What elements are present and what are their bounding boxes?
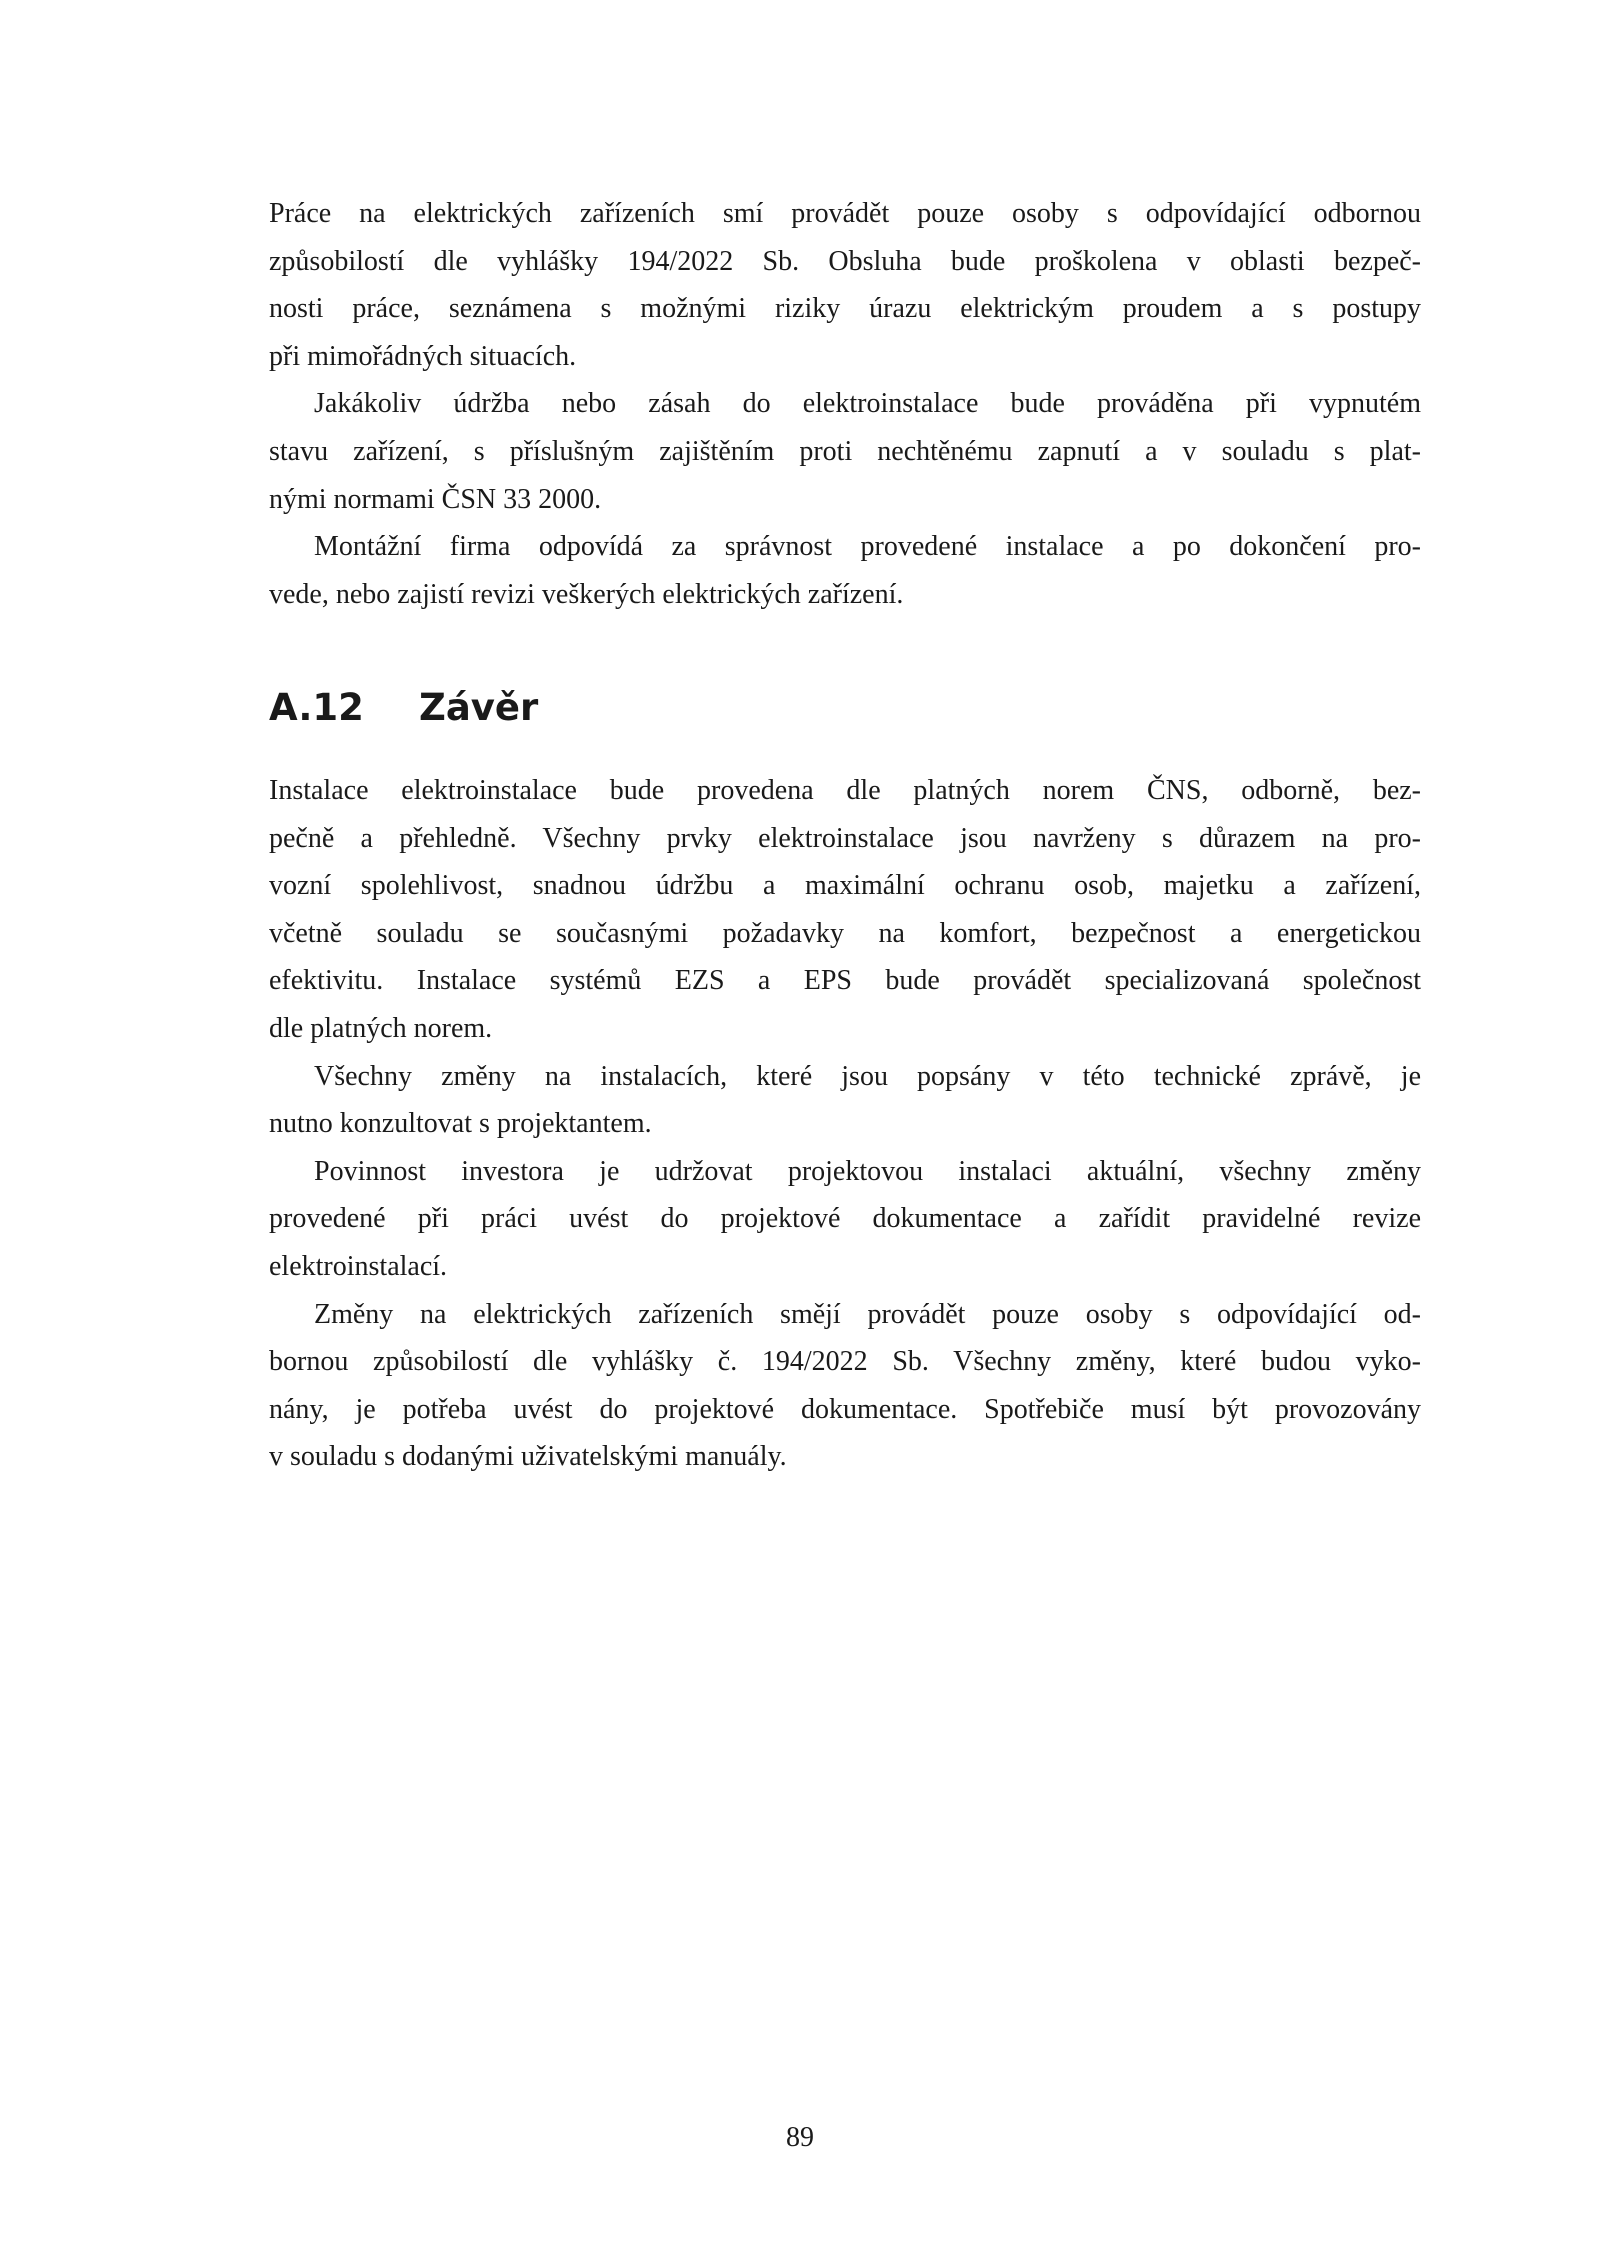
paragraph — [269, 380, 1421, 523]
text-line: provedené při práci uvést do projektové dokumentace a zařídit pravidelné revize — [269, 1203, 1421, 1235]
paragraph — [269, 1053, 1421, 1148]
body-text-conclusion — [269, 767, 1421, 1481]
section-heading — [269, 682, 538, 734]
paragraph — [269, 1291, 1421, 1481]
text-line: Práce na elektrických zařízeních smí provádět pouze osoby s odpovídající odbornou — [269, 198, 1421, 229]
text-line: pečně a přehledně. Všechny prvky elektroinstalace jsou navrženy s důrazem na pro- — [269, 822, 1421, 854]
text-line: nutno konzultovat s projektantem. — [269, 1108, 652, 1140]
text-line: vozní spolehlivost, snadnou údržbu a maximální ochranu osob, majetku a zařízení, — [269, 870, 1421, 902]
text-line: bornou způsobilostí dle vyhlášky č. 194/2022 Sb. Všechny změny, které budou vyko- — [269, 1346, 1421, 1378]
text-line: způsobilostí dle vyhlášky 194/2022 Sb. Obsluha bude proškolena v oblasti bezpeč- — [269, 245, 1421, 277]
text-line: Montážní firma odpovídá za správnost provedené instalace a po dokončení pro- — [314, 531, 1421, 563]
text-line: stavu zařízení, s příslušným zajištěním proti nechtěnému zapnutí a v souladu s plat- — [269, 435, 1421, 467]
paragraph — [269, 190, 1421, 380]
body-text-previous-section — [269, 190, 1421, 618]
text-line: při mimořádných situacích. — [269, 340, 577, 372]
text-line: Jakákoliv údržba nebo zásah do elektroinstalace bude prováděna při vypnutém — [314, 388, 1421, 420]
text-line: Instalace elektroinstalace bude provedena dle platných norem ČNS, odborně, bez- — [269, 775, 1421, 806]
text-line: nány, je potřeba uvést do projektové dokumentace. Spotřebiče musí být provozovány — [269, 1393, 1421, 1425]
text-line: Změny na elektrických zařízeních smějí provádět pouze osoby s odpovídající od- — [314, 1298, 1421, 1330]
text-line: Povinnost investora je udržovat projektovou instalaci aktuální, všechny změny — [314, 1155, 1421, 1187]
text-line: efektivitu. Instalace systémů EZS a EPS bude provádět specializovaná společnost — [269, 965, 1421, 997]
section-number: A.12 — [269, 686, 364, 729]
text-line: Všechny změny na instalacích, které jsou popsány v této technické zprávě, je — [314, 1060, 1421, 1092]
paragraph — [269, 1148, 1421, 1291]
text-line: dle platných norem. — [269, 1012, 493, 1044]
paragraph — [269, 767, 1421, 1053]
text-line: v souladu s dodanými uživatelskými manuály. — [269, 1441, 787, 1473]
text-line: elektroinstalací. — [269, 1250, 448, 1282]
text-line: nosti práce, seznámena s možnými riziky úrazu elektrickým proudem a s postupy — [269, 293, 1421, 325]
section-title: Závěr — [419, 686, 539, 729]
text-line: včetně souladu se současnými požadavky na komfort, bezpečnost a energetickou — [269, 917, 1421, 949]
text-line: nými normami ČSN 33 2000. — [269, 483, 602, 515]
text-line: vede, nebo zajistí revizi veškerých elektrických zařízení. — [269, 578, 904, 610]
paragraph — [269, 523, 1421, 618]
page-number: 89 — [786, 2122, 814, 2153]
